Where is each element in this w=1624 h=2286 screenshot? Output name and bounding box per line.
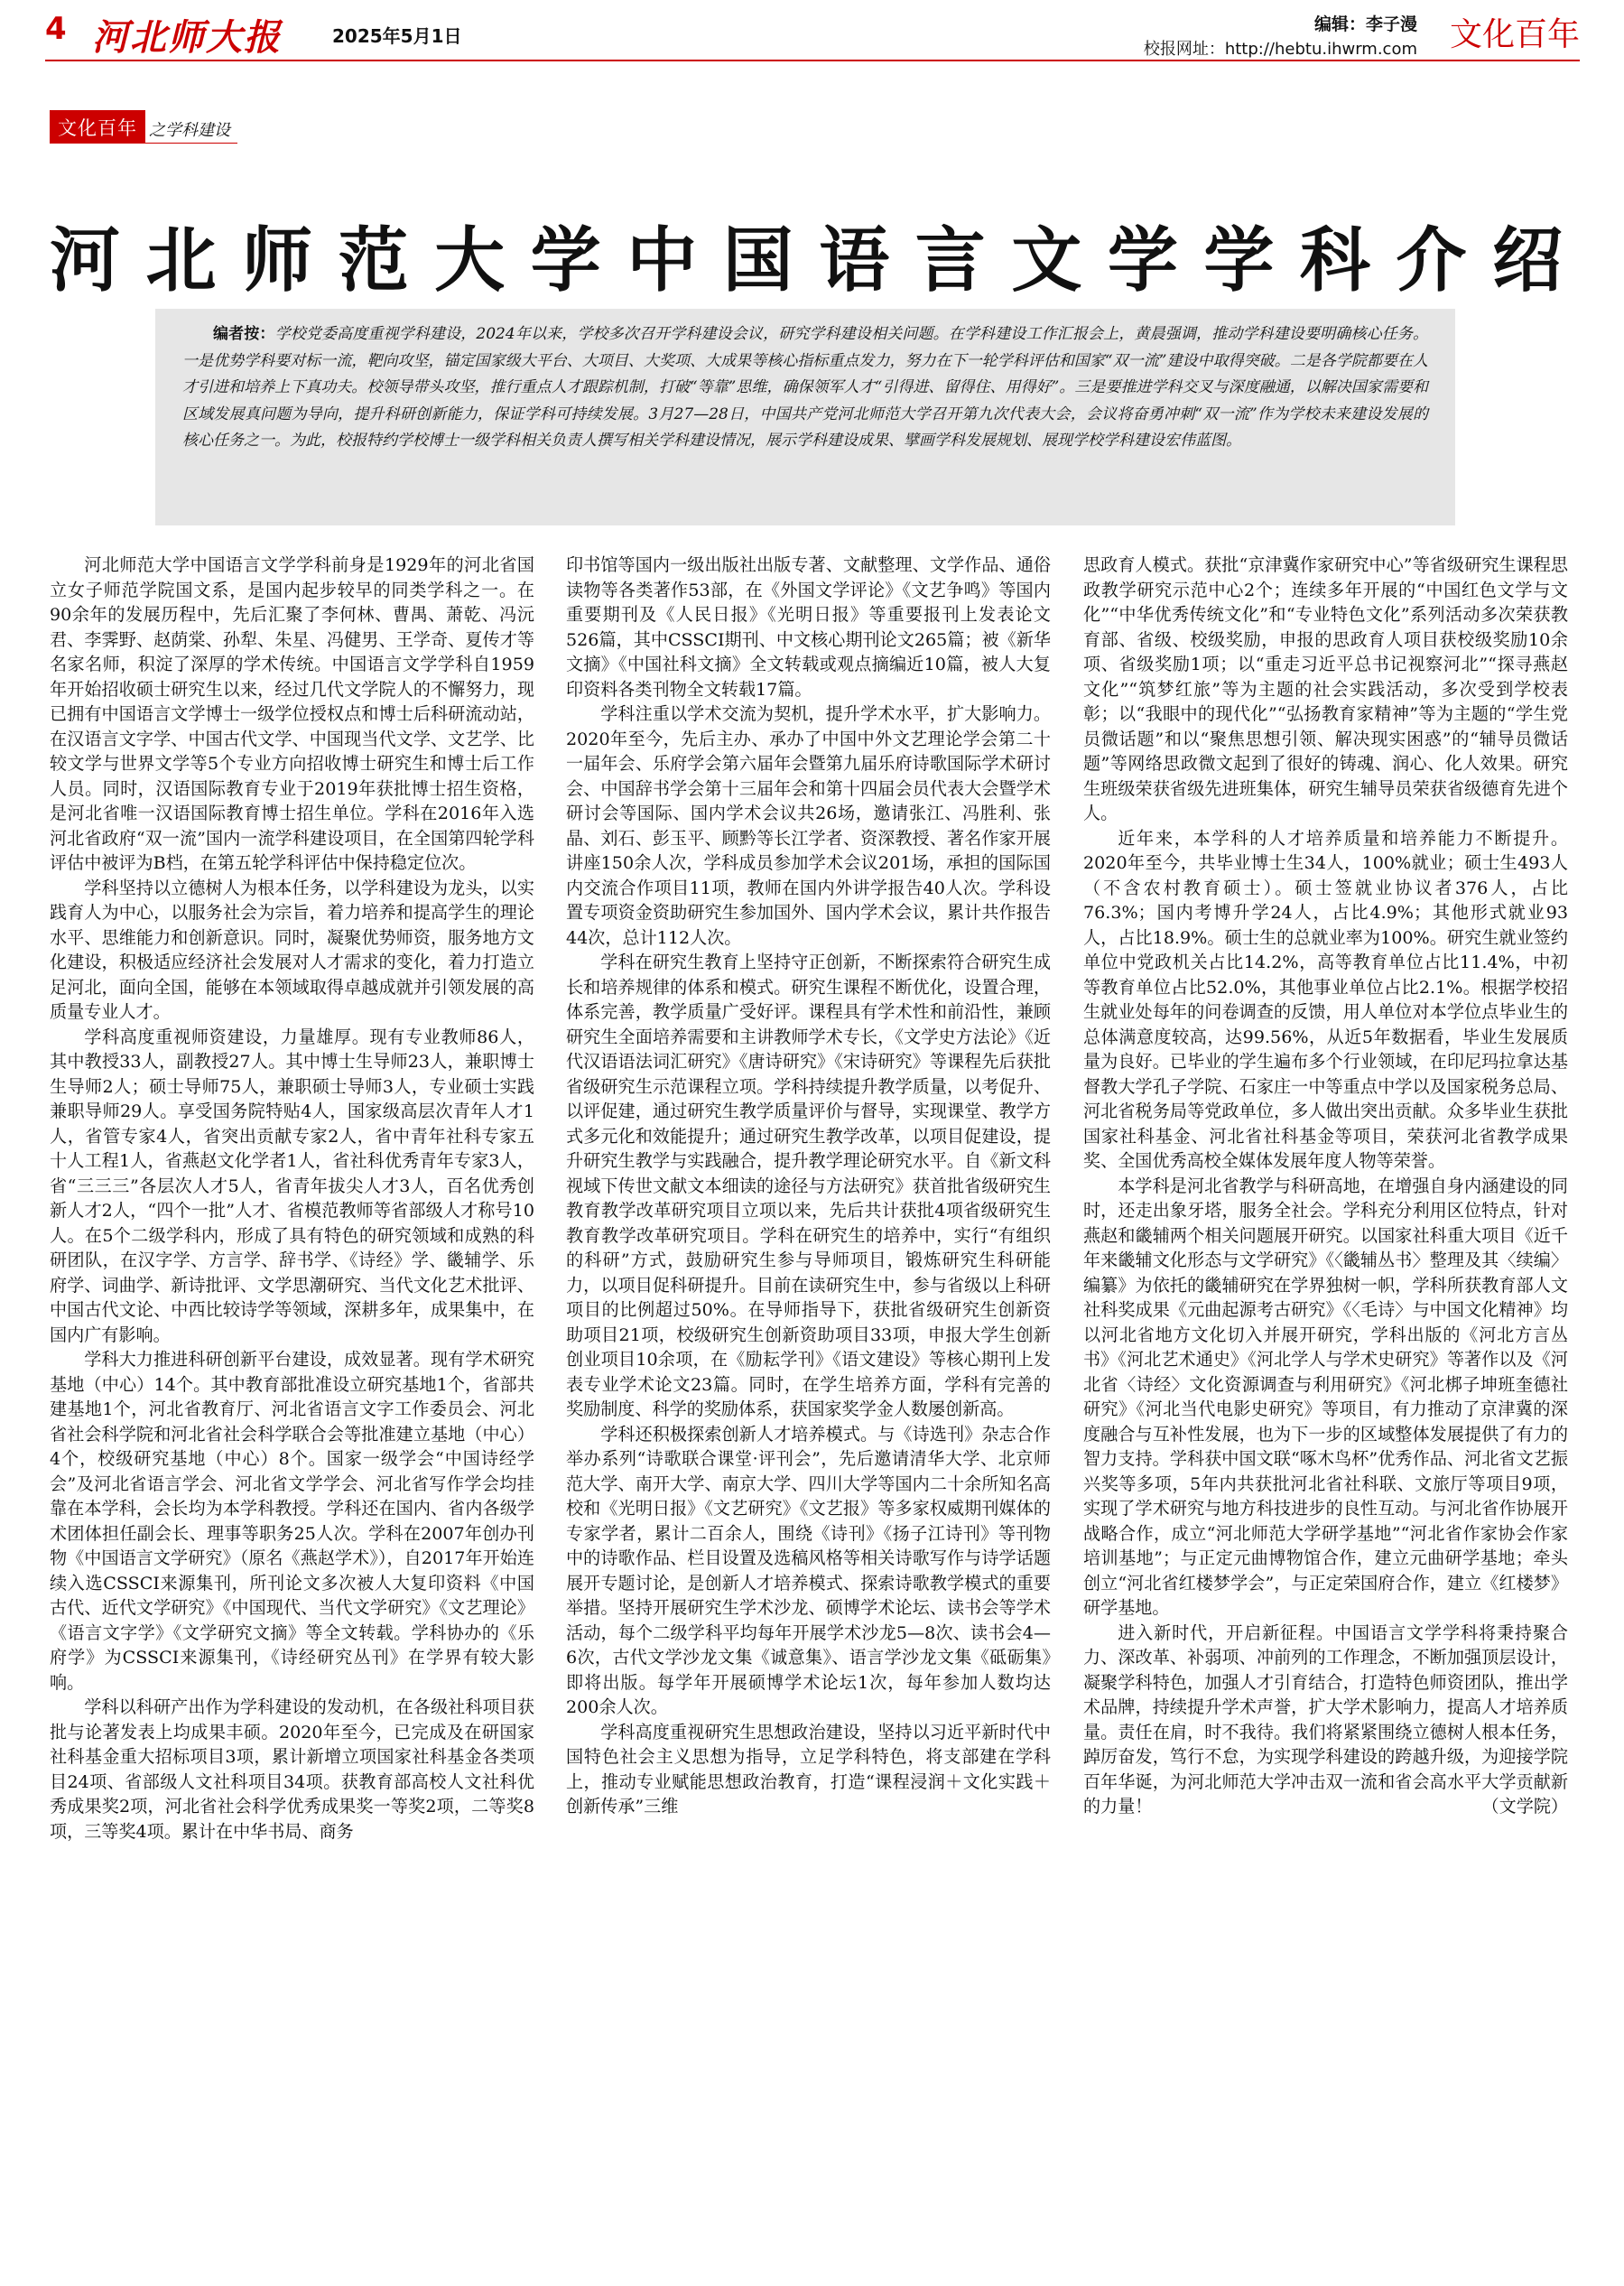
paragraph-text: 学科还积极探索创新人才培养模式。与《诗选刊》杂志合作举办系列“诗歌联合课堂·评刊会”，先后邀请清华大学、北京师范大学、南开大学、南京大学、四川大学等国内二十余所知名高校和《光明日报》《文艺研究》《文艺报》等多家权威期刊媒体的专家学者，累计二百余人，围绕《诗刊》《扬子江诗刊》等刊物中的诗歌作品、栏目设置及选稿风格等相关诗歌写作与诗学话题展开专题讨论，是创新人才培养模式、探索诗歌教学模式的重要举措。坚持开展研究生学术沙龙、硕博学术论坛、读书会等学术活动，每个二级学科平均每年开展学术沙龙5—8次、读书会4—6次，古代文学沙龙文集《诚意集》、语言学沙龙文集《砥砺集》即将出版。每学年开展硕博学术论坛1次，每年参加人数均达200余人次。	[566, 1423, 1051, 1717]
column-label-main: 文化百年	[50, 110, 145, 143]
paragraph-text: 学科高度重视师资建设，力量雄厚。现有专业教师86人，其中教授33人，副教授27人。其中博士生导师23人，兼职博士生导师2人；硕士导师75人，兼职硕士导师3人，专业硕士实践兼职导师29人。享受国务院特贴4人，国家级高层次青年人才1人，省管专家4人，省突出贡献专家2人，省中青年社科专家五十人工程1人，省燕赵文化学者1人，省社科优秀青年专家3人，省“三三三”各层次人才5人，省青年拔尖人才3人，百名优秀创新人才2人，“四个一批”人才、省模范教师等省部级人才称号10人。在5个二级学科内，形成了具有特色的研究领域和成熟的科研团队，在汉字学、方言学、辞书学、《诗经》学、畿辅学、乐府学、词曲学、新诗批评、文学思潮研究、当代文化艺术批评、中国古代文论、中西比较诗学等领域，深耕多年，成果集中，在国内广有影响。	[50, 1026, 534, 1345]
article-paragraph	[1083, 1621, 1568, 1819]
newspaper-name: 河北师大报	[92, 16, 282, 59]
article-paragraph	[566, 553, 1051, 702]
author-signature: （文学院）	[1481, 1796, 1568, 1817]
article-paragraph	[1083, 553, 1568, 826]
article-paragraph	[566, 702, 1051, 950]
article-column-1	[50, 553, 534, 1844]
editor-note	[155, 309, 1455, 525]
paragraph-text: 印书馆等国内一级出版社出版专著、文献整理、文学作品、通俗读物等各类著作53部，在《外国文学评论》《文艺争鸣》等国内重要期刊及《人民日报》《光明日报》等重要报刊上发表论文526篇，其中CSSCI期刊、中文核心期刊论文265篇；被《新华文摘》《中国社科文摘》全文转载或观点摘编近10篇，被人大复印资料各类刊物全文转载17篇。	[566, 554, 1051, 700]
header-rule	[45, 60, 1580, 61]
column-label-sub: 之学科建设	[149, 121, 230, 140]
paragraph-text: 学科以科研产出作为学科建设的发动机，在各级社科项目获批与论著发表上均成果丰硕。2020年至今，已完成及在研国家社科基金重大招标项目3项，累计新增立项国家社科基金各类项目24项、省部级人文社科项目34项。获教育部高校人文社科优秀成果奖2项，河北省社会科学优秀成果奖一等奖2项，二等奖8项，三等奖4项。累计在中华书局、商务	[50, 1696, 534, 1842]
website-url: 校报网址：http://hebtu.ihwrm.com	[1143, 40, 1417, 59]
article-paragraph	[50, 1347, 534, 1695]
paragraph-text: 学科高度重视研究生思想政治建设，坚持以习近平新时代中国特色社会主义思想为指导，立足学科特色，将支部建在学科上，推动专业赋能思想政治教育，打造“课程浸润＋文化实践＋创新传承”三维	[566, 1721, 1051, 1817]
editor-note-label: 编者按：	[213, 325, 275, 343]
article-paragraph	[1083, 826, 1568, 1174]
paragraph-text: 学科大力推进科研创新平台建设，成效显著。现有学术研究基地（中心）14个。其中教育部批准设立研究基地1个，省部共建基地1个，河北省教育厅、河北省语言文字工作委员会、河北省社会科学院和河北省社会科学联合会等批准建立基地（中心）4个，校级研究基地（中心）8个。国家一级学会“中国诗经学会”及河北省语言学会、河北省文学学会、河北省写作学会均挂靠在本学科，会长均为本学科教授。学科还在国内、省内各级学术团体担任副会长、理事等职务25人次。学科在2007年创办刊物《中国语言文学研究》（原名《燕赵学术》），自2017年开始连续入选CSSCI来源集刊，所刊论文多次被人大复印资料《中国古代、近代文学研究》《中国现代、当代文学研究》《文艺理论》《语言文字学》《文学研究文摘》等全文转载。学科协办的《乐府学》为CSSCI来源集刊，《诗经研究丛刊》在学界有较大影响。	[50, 1349, 534, 1693]
article-paragraph	[566, 1720, 1051, 1819]
paragraph-text: 河北师范大学中国语言文学学科前身是1929年的河北省国立女子师范学院国文系，是国内起步较早的同类学科之一。在90余年的发展历程中，先后汇聚了李何林、曹禺、萧乾、冯沅君、李霁野、赵荫棠、孙犁、朱星、冯健男、王学奇、夏传才等名家名师，积淀了深厚的学术传统。中国语言文学学科自1959年开始招收硕士研究生以来，经过几代文学院人的不懈努力，现已拥有中国语言文学博士一级学位授权点和博士后科研流动站，在汉语言文字学、中国古代文学、中国现当代文学、文艺学、比较文学与世界文学等5个专业方向招收博士研究生和博士后工作人员。同时，汉语国际教育专业于2019年获批博士招生资格，是河北省唯一汉语国际教育博士招生单位。学科在2016年入选河北省政府“双一流”国内一流学科建设项目，在全国第四轮学科评估中被评为B档，在第五轮学科评估中保持稳定位次。	[50, 554, 534, 873]
column-label	[50, 110, 237, 144]
page-number: 4	[45, 11, 67, 47]
paragraph-text: 学科在研究生教育上坚持守正创新，不断探索符合研究生成长和培养规律的体系和模式。研究生课程不断优化，设置合理，体系完善，教学质量广受好评。课程具有学术性和前沿性，兼顾研究生全面培养需要和主讲教师学术专长，《文学史方法论》《近代汉语语法词汇研究》《唐诗研究》《宋诗研究》等课程先后获批省级研究生示范课程立项。学科持续提升教学质量，以考促升、以评促建，通过研究生教学质量评价与督导，实现课堂、教学方式多元化和效能提升；通过研究生教学改革，以项目促建设，提升研究生教学与实践融合，提升教学理论研究水平。自《新文科视域下传世文献文本细读的途径与方法研究》获首批省级研究生教育教学改革研究项目立项以来，先后共计获批4项省级研究生教育教学改革研究项目。学科在研究生的培养中，实行“有组织的科研”方式，鼓励研究生参与导师项目，锻炼研究生科研能力，以项目促科研提升。目前在读研究生中，参与省级以上科研项目的比例超过50%。在导师指导下，获批省级研究生创新资助项目21项，校级研究生创新资助项目33项，申报大学生创新创业项目10余项，在《励耘学刊》《语文建设》等核心期刊上发表专业学术论文23篇。同时，在学生培养方面，学科有完善的奖励制度、科学的奖励体系，获国家奖学金人数屡创新高。	[566, 952, 1051, 1419]
article-paragraph	[1083, 1174, 1568, 1621]
paragraph-text: 本学科是河北省教学与科研高地，在增强自身内涵建设的同时，还走出象牙塔，服务全社会。学科充分利用区位特点，针对燕赵和畿辅两个相关问题展开研究。以国家社科重大项目《近千年来畿辅文化形态与文学研究》《〈畿辅丛书〉整理及其〈续编〉编纂》为依托的畿辅研究在学界独树一帜，学科所获教育部人文社科奖成果《元曲起源考古研究》《〈毛诗〉与中国文化精神》均以河北省地方文化切入并展开研究，学科出版的《河北方言丛书》《河北艺术通史》《河北学人与学术史研究》等著作以及《河北省〈诗经〉文化资源调查与利用研究》《河北梆子坤班奎德社研究》《河北当代电影史研究》等项目，有力推动了京津冀的深度融合与互补性发展，也为下一步的区域整体发展提供了有力的智力支持。学科获中国文联“啄木鸟杯”优秀作品、河北省文艺振兴奖等多项，5年内共获批河北省社科联、文旅厅等项目9项，实现了学术研究与地方科技进步的良性互动。与河北省作协展开战略合作，成立“河北师范大学研学基地”“河北省作家协会作家培训基地”；与正定元曲博物馆合作，建立元曲研学基地；牵头创立“河北省红楼梦学会”，与正定荣国府合作，建立《红楼梦》研学基地。	[1083, 1175, 1568, 1618]
paragraph-text: 学科注重以学术交流为契机，提升学术水平，扩大影响力。2020年至今，先后主办、承办了中国中外文艺理论学会第二十一届年会、乐府学会第六届年会暨第九届乐府诗歌国际学术研讨会、中国辞书学会第十三届年会和第十四届会员代表大会暨学术研讨会等国际、国内学术会议共26场，邀请张江、冯胜利、张晶、刘石、彭玉平、顾黔等长江学者、资深教授、著名作家开展讲座150余人次，学科成员参加学术会议201场，承担的国际国内交流合作项目11项，教师在国内外讲学报告40人次。学科设置专项资金资助研究生参加国外、国内学术会议，累计共作报告44次，总计112人次。	[566, 703, 1051, 948]
article-paragraph	[50, 553, 534, 876]
article-paragraph	[50, 1025, 534, 1348]
article-paragraph	[566, 950, 1051, 1422]
article-title: 河北师范大学中国语言文学学科介绍	[50, 220, 1575, 302]
article-paragraph	[566, 1422, 1051, 1720]
paragraph-text: 学科坚持以立德树人为根本任务，以学科建设为龙头，以实践育人为中心，以服务社会为宗旨，着力培养和提高学生的理论水平、思维能力和创新意识。同时，凝聚优势师资，服务地方文化建设，积极适应经济社会发展对人才需求的变化，着力打造立足河北，面向全国，能够在本领域取得卓越成就并引领发展的高质量专业人才。	[50, 877, 534, 1022]
masthead	[45, 5, 1580, 61]
article-column-3	[1083, 553, 1568, 1819]
article-column-2	[566, 553, 1051, 1819]
section-name: 文化百年	[1449, 16, 1580, 53]
editor-credit: 编辑：李子漫	[1313, 14, 1417, 34]
paragraph-text: 思政育人模式。获批“京津冀作家研究中心”等省级研究生课程思政教学研究示范中心2个；连续多年开展的“中国红色文学与文化”“中华优秀传统文化”和“专业特色文化”系列活动多次荣获教育部、省级、校级奖励，申报的思政育人项目获校级奖励10余项、省级奖励1项；以“重走习近平总书记视察河北”“探寻燕赵文化”“筑梦红旅”等为主题的社会实践活动，多次受到学校表彰；以“我眼中的现代化”“弘扬教育家精神”等为主题的“学生党员微话题”和以“聚焦思想引领、解决现实困惑”的“辅导员微话题”等网络思政微文起到了很好的铸魂、润心、化人效果。研究生班级荣获省级先进班集体，研究生辅导员荣获省级德育先进个人。	[1083, 554, 1568, 823]
issue-date: 2025年5月1日	[332, 25, 462, 47]
article-paragraph	[50, 876, 534, 1025]
article-paragraph	[50, 1695, 534, 1844]
editor-note-text: 学校党委高度重视学科建设，2024年以来，学校多次召开学科建设会议，研究学科建设相关问题。在学科建设工作汇报会上，黄晨强调，推动学科建设要明确核心任务。一是优势学科要对标一流，靶向攻坚，锚定国家级大平台、大项目、大奖项、大成果等核心指标重点发力，努力在下一轮学科评估和国家“双一流”建设中取得突破。二是各学院都要在人才引进和培养上下真功夫。校领导带头攻坚，推行重点人才跟踪机制，打破“等靠”思维，确保领军人才“引得进、留得住、用得好”。三是要推进学科交叉与深度融通，以解决国家需要和区域发展真问题为导向，提升科研创新能力，保证学科可持续发展。3月27—28日，中国共产党河北师范大学召开第九次代表大会，会议将奋勇冲刺“双一流”作为学校未来建设发展的核心任务之一。为此，校报特约学校博士一级学科相关负责人撰写相关学科建设情况，展示学科建设成果、擘画学科发展规划、展现学校学科建设宏伟蓝图。	[182, 325, 1429, 450]
paragraph-text: 进入新时代，开启新征程。中国语言文学学科将秉持聚合力、深改革、补弱项、冲前列的工作理念，不断加强顶层设计，凝聚学科特色，加强人才引育结合，打造特色师资团队，推出学术品牌，持续提升学术声誉，扩大学术影响力，提高人才培养质量。责任在肩，时不我待。我们将紧紧围绕立德树人根本任务，踔厉奋发，笃行不怠，为实现学科建设的跨越升级，为迎接学院百年华诞，为河北师范大学冲击双一流和省会高水平大学贡献新的力量！	[1083, 1622, 1568, 1817]
paragraph-text: 近年来，本学科的人才培养质量和培养能力不断提升。2020年至今，共毕业博士生34人，100%就业；硕士生493人（不含农村教育硕士）。硕士签就业协议者376人，占比76.3%；国内考博升学24人，占比4.9%；其他形式就业93人，占比18.9%。硕士生的总就业率为100%。研究生就业签约单位中党政机关占比14.2%，高等教育单位占比11.4%，中初等教育单位占比52.0%，其他事业单位占比2.1%。根据学校招生就业处每年的问卷调查的反馈，用人单位对本学位点毕业生的总体满意度较高，达99.56%，从近5年数据看，毕业生发展质量为良好。已毕业的学生遍布多个行业领域，在印尼玛拉拿达基督教大学孔子学院、石家庄一中等重点中学以及国家税务总局、河北省税务局等党政单位，多人做出突出贡献。众多毕业生获批国家社科基金、河北省社科基金等项目，荣获河北省教学成果奖、全国优秀高校全媒体发展年度人物等荣誉。	[1083, 827, 1568, 1171]
